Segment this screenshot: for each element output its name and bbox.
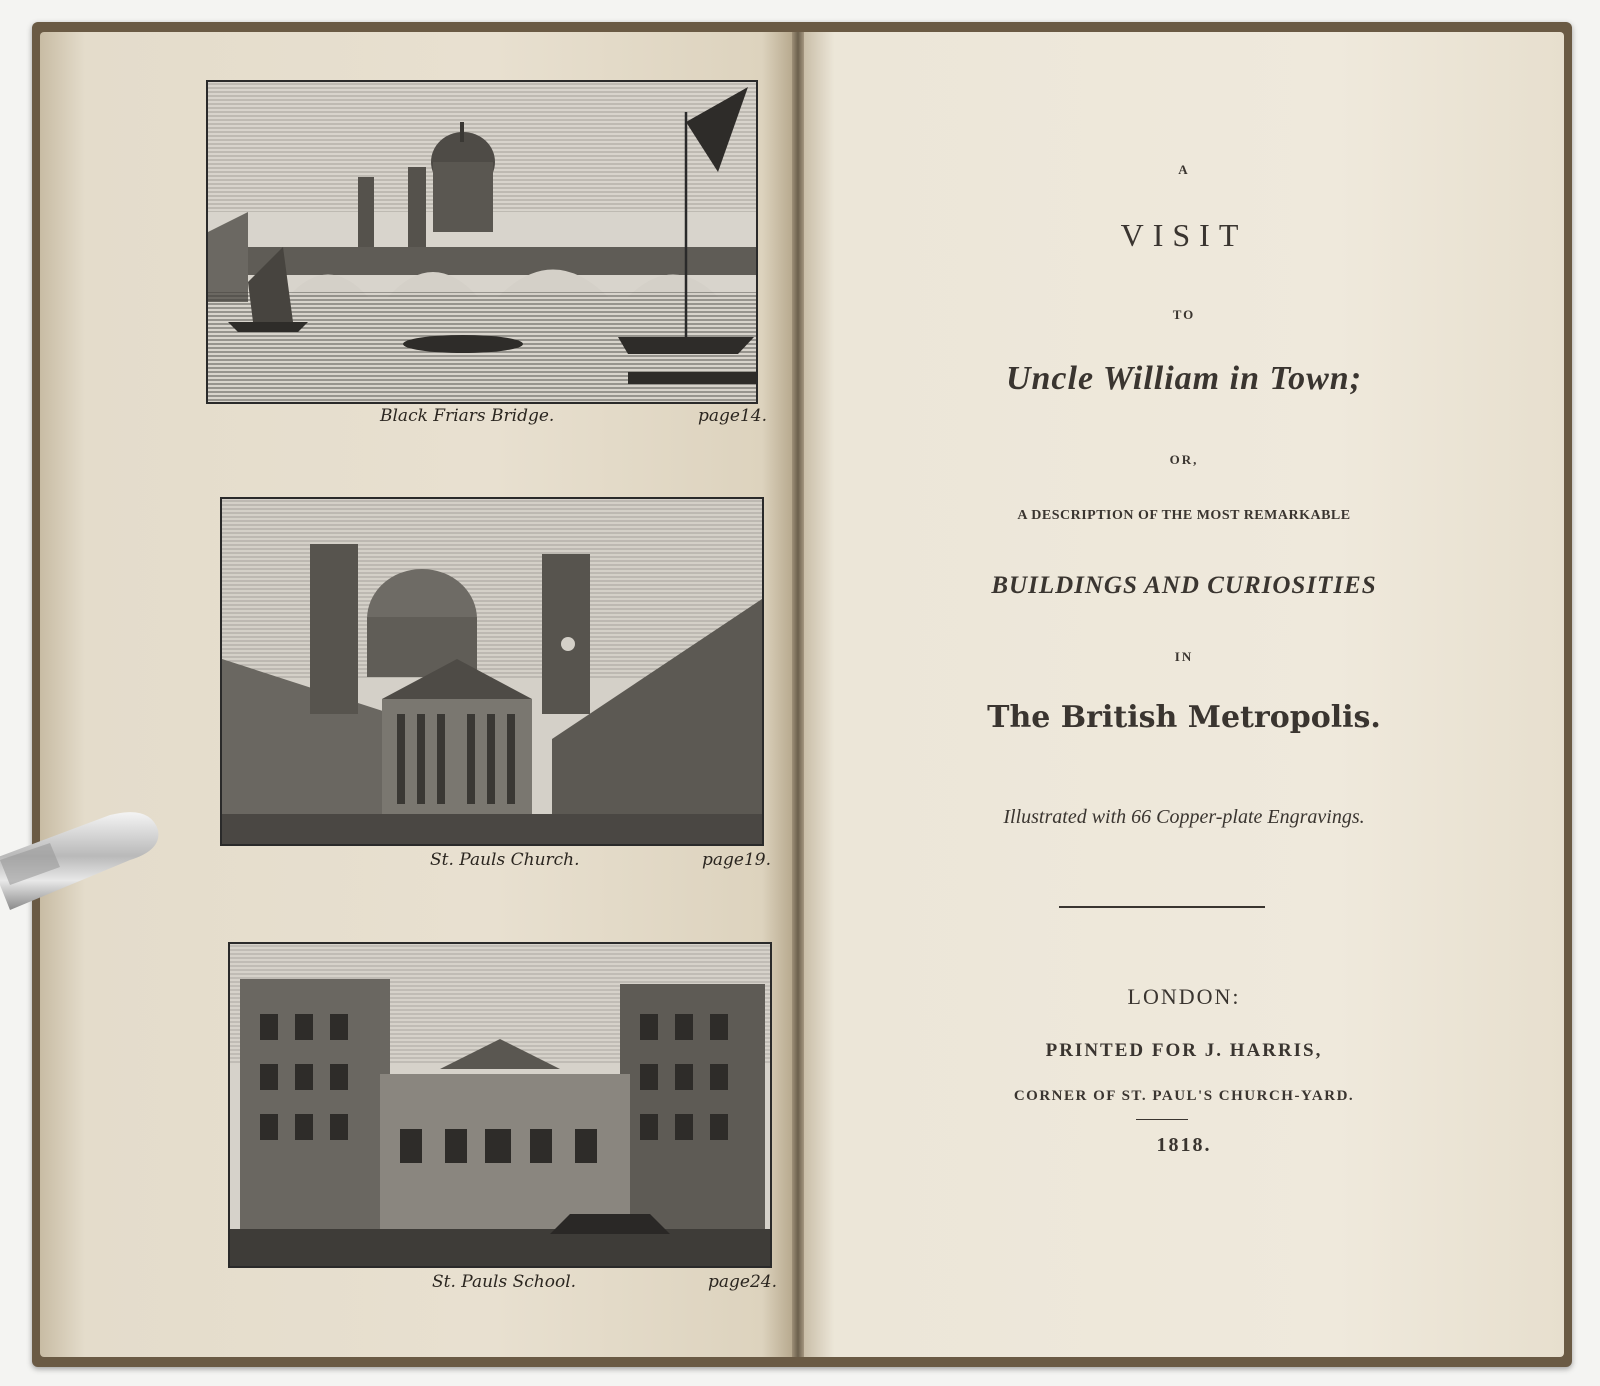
title-description: A DESCRIPTION OF THE MOST REMARKABLE — [1017, 508, 1351, 523]
school-illustration — [230, 944, 770, 1266]
title-illustrated: Illustrated with 66 Copper-plate Engravings. — [1003, 806, 1365, 828]
imprint-london: LONDON: — [1127, 984, 1241, 1009]
imprint-address: CORNER OF ST. PAUL'S CHURCH-YARD. — [1013, 1088, 1355, 1104]
book-gutter — [792, 32, 804, 1357]
title-visit: VISIT — [1120, 217, 1248, 253]
engraving-st-pauls-church — [220, 497, 764, 846]
right-page-title — [804, 32, 1564, 1357]
title-metropolis: The British Metropolis. — [987, 700, 1381, 735]
title-buildings: BUILDINGS AND CURIOSITIES — [991, 572, 1377, 599]
title-in: IN — [1174, 649, 1194, 664]
plate-caption: St. Pauls Church. — [430, 850, 580, 870]
title-to: TO — [1172, 307, 1196, 322]
plate-page-ref: page19. — [702, 850, 771, 870]
imprint-printer: PRINTED FOR J. HARRIS, — [1045, 1040, 1323, 1061]
plate-caption: St. Pauls School. — [432, 1272, 577, 1292]
open-book — [32, 22, 1572, 1367]
title-uncle-william: Uncle William in Town; — [1005, 360, 1363, 397]
plate-caption: Black Friars Bridge. — [380, 406, 555, 426]
plate-page-ref: page24. — [708, 1272, 777, 1292]
cathedral-illustration — [222, 499, 762, 844]
engraving-st-pauls-school — [228, 942, 772, 1268]
title-a: A — [1178, 162, 1190, 177]
imprint-year: 1818. — [1156, 1134, 1212, 1156]
plate-page-ref: page14. — [698, 406, 767, 426]
engraving-black-friars-bridge — [206, 80, 758, 404]
silver-pen-clip — [0, 805, 165, 915]
title-or: OR, — [1169, 452, 1199, 467]
title-rule — [1059, 906, 1265, 908]
bridge-illustration — [208, 82, 756, 402]
left-page-frontispiece — [40, 32, 792, 1357]
imprint-rule — [1136, 1119, 1188, 1120]
